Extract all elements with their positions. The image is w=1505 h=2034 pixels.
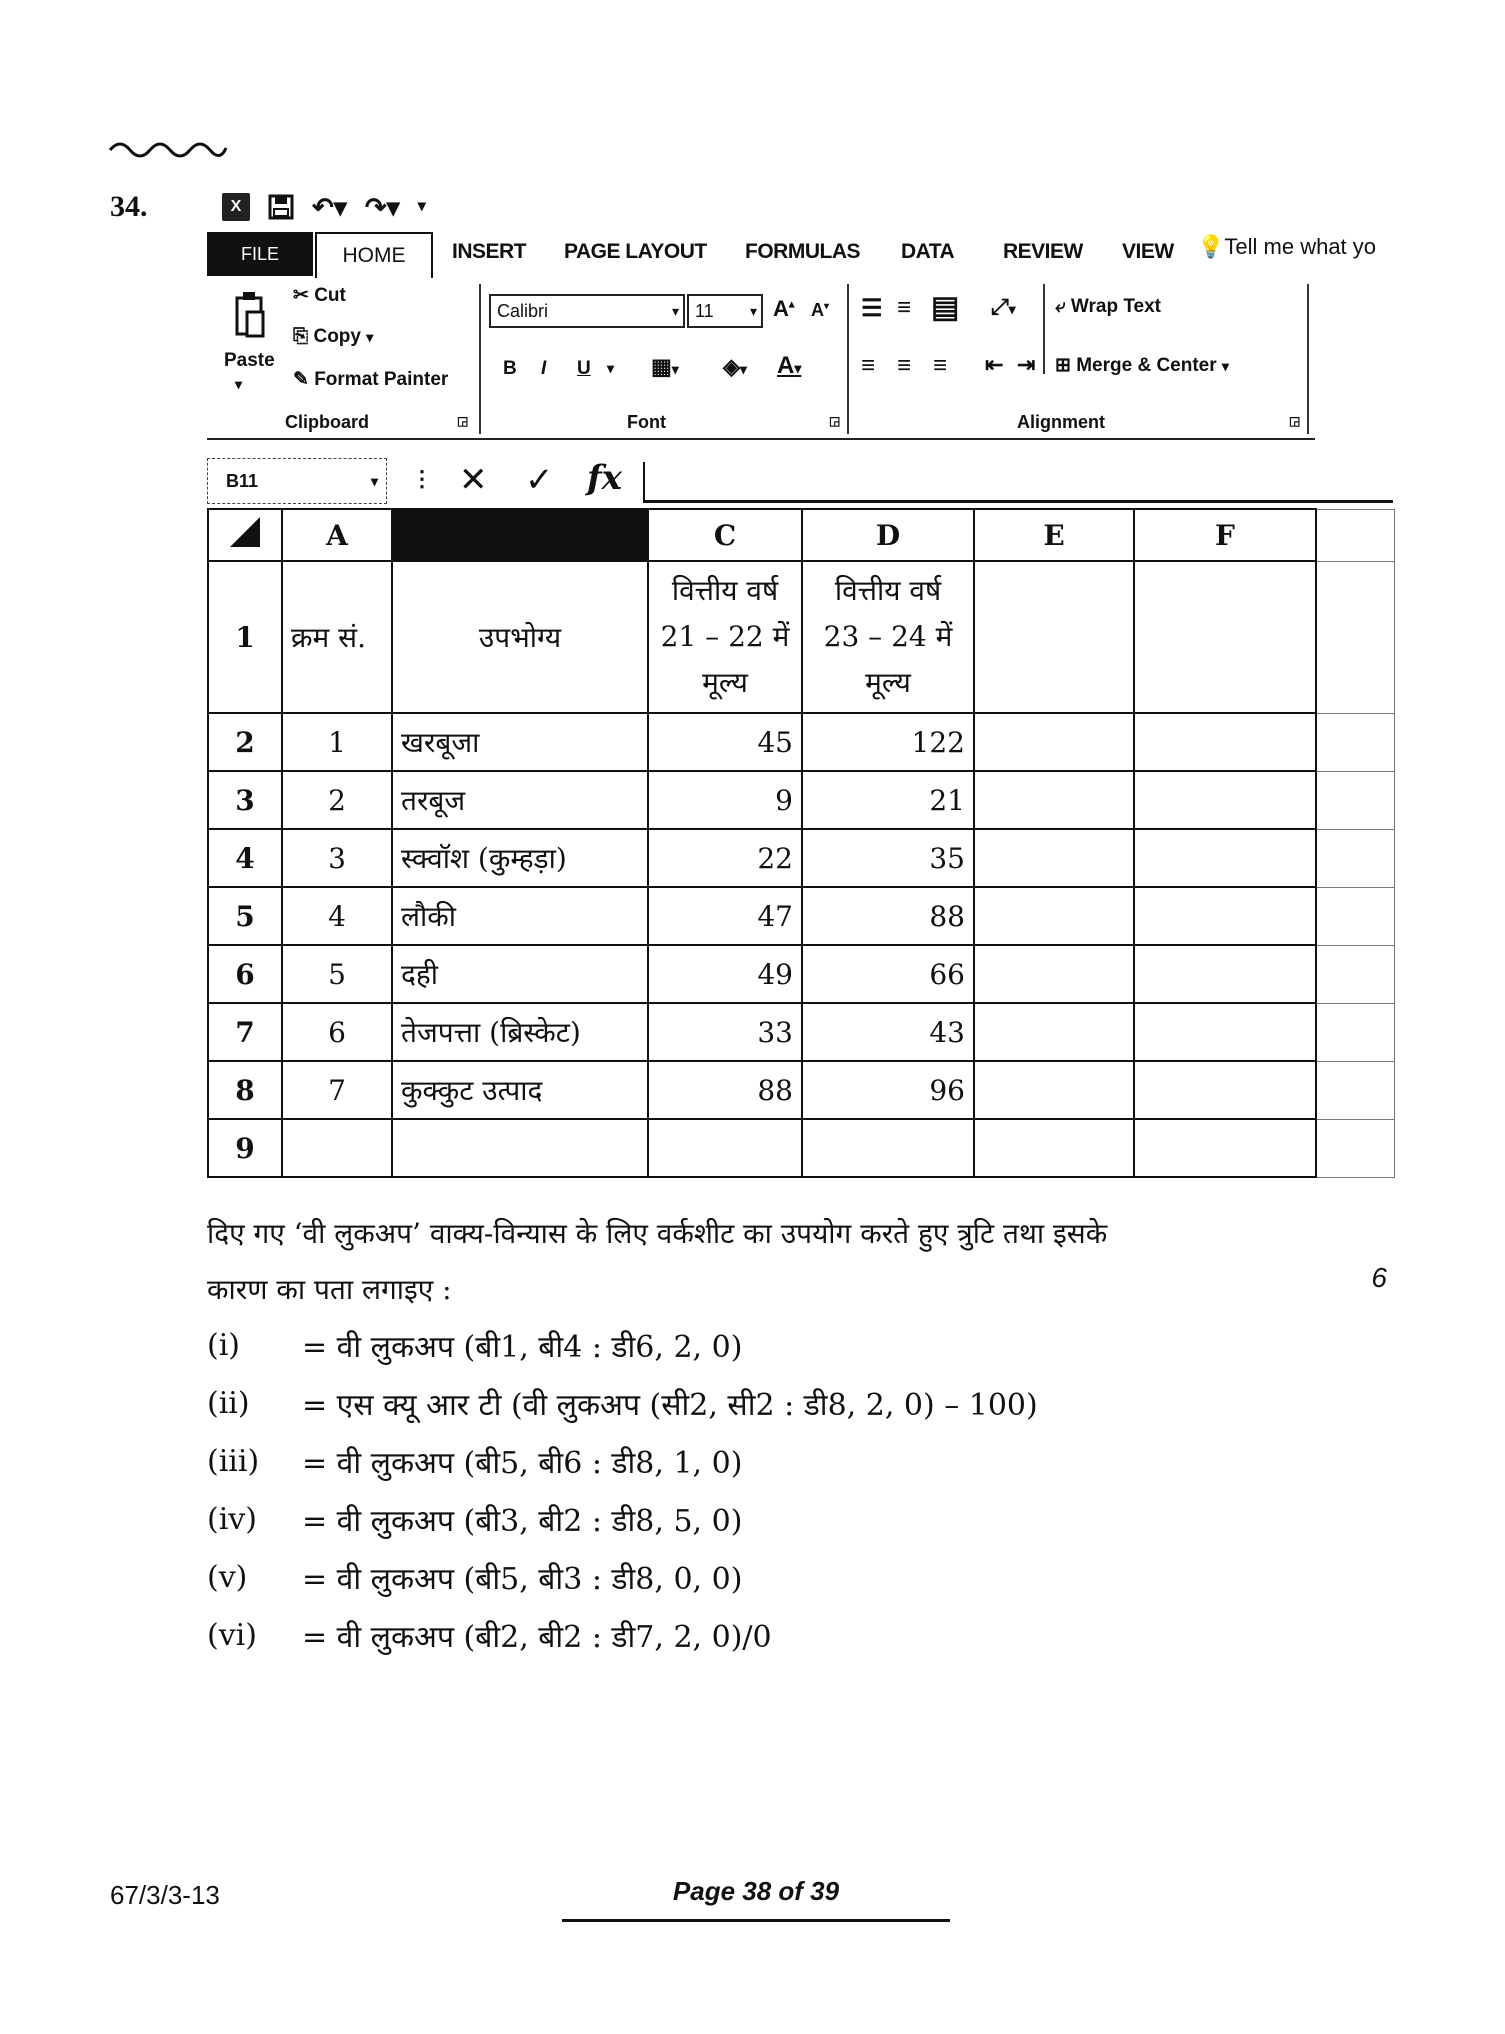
underline-dropdown-icon[interactable]: ▾ (607, 360, 615, 376)
font-family-select[interactable] (489, 294, 685, 328)
wrap-text-button[interactable] (1055, 296, 1161, 318)
decrease-indent-icon[interactable]: ⇤ (985, 352, 1004, 377)
column-header-row (208, 509, 1394, 561)
question-number: 34. (110, 190, 148, 223)
alignment-launcher-icon[interactable]: ◲ (1289, 414, 1301, 428)
cell-f[interactable] (1134, 1061, 1316, 1119)
cell-c[interactable]: 88 (648, 1061, 802, 1119)
ribbon-separator (1307, 284, 1309, 434)
option-label: (v) (207, 1559, 248, 1595)
table-row (208, 1003, 1394, 1061)
list-item (207, 1606, 1038, 1664)
insert-function-button[interactable]: fx (587, 458, 622, 498)
paste-icon[interactable] (233, 290, 267, 340)
table-row (208, 713, 1394, 771)
cell-g[interactable] (1316, 887, 1394, 945)
row-header[interactable]: 7 (208, 1003, 282, 1061)
more-options-icon[interactable]: ⋮ (411, 466, 433, 491)
format-painter-button[interactable] (293, 368, 448, 391)
cell-e1[interactable] (974, 561, 1134, 713)
table-row (208, 561, 1394, 713)
font-group-label: Font (627, 412, 666, 432)
merge-center-label: Merge & Center (1076, 355, 1217, 376)
cell-a[interactable]: 6 (282, 1003, 392, 1061)
cell-e[interactable] (974, 1003, 1134, 1061)
quick-access-toolbar (222, 190, 426, 224)
cell-c1[interactable] (648, 561, 802, 713)
bold-button[interactable]: B (503, 358, 517, 379)
align-top-icon[interactable]: ☰ (861, 295, 883, 322)
cell-c[interactable]: 45 (648, 713, 802, 771)
grow-font-icon[interactable]: A▴ (773, 296, 795, 321)
cell-a[interactable]: 5 (282, 945, 392, 1003)
font-color-icon[interactable]: A▾ (777, 352, 802, 379)
shrink-font-icon[interactable]: A▾ (811, 300, 830, 320)
align-bottom-icon[interactable]: ▤ (931, 291, 960, 324)
cell-c[interactable]: 33 (648, 1003, 802, 1061)
cell-b1[interactable]: उपभोग्य (392, 561, 648, 713)
column-header-a[interactable]: A (282, 509, 392, 561)
wrap-text-label: Wrap Text (1070, 296, 1162, 317)
table-row (208, 887, 1394, 945)
question-line: कारण का पता लगाइए : (207, 1273, 452, 1306)
tab-file[interactable]: FILE (207, 232, 313, 276)
column-header-g[interactable] (1316, 509, 1394, 561)
ribbon-tabs (207, 232, 1397, 276)
option-label: (ii) (207, 1385, 250, 1421)
tab-review[interactable]: REVIEW (1003, 240, 1083, 263)
save-icon[interactable] (268, 194, 294, 220)
merge-center-button[interactable]: ⊞ Merge & Center ▾ (1055, 355, 1229, 376)
cell-c[interactable]: 9 (648, 771, 802, 829)
clipboard-group-label: Clipboard (285, 412, 369, 432)
cell-a[interactable]: 2 (282, 771, 392, 829)
excel-logo-icon: X (222, 193, 250, 221)
paste-dropdown-icon[interactable]: ▾ (235, 376, 243, 392)
cell-e[interactable] (974, 1061, 1134, 1119)
align-left-icon[interactable]: ≡ (861, 352, 876, 379)
cell-a[interactable]: 3 (282, 829, 392, 887)
clipboard-launcher-icon[interactable]: ◲ (457, 414, 469, 428)
cell-f[interactable] (1134, 887, 1316, 945)
cell-g[interactable] (1316, 713, 1394, 771)
cell-d9[interactable] (802, 1119, 974, 1177)
align-right-icon[interactable]: ≡ (933, 352, 948, 379)
format-painter-label: Format Painter (314, 369, 449, 390)
table-row (208, 771, 1394, 829)
column-header-c[interactable]: C (648, 509, 802, 561)
cell-c[interactable]: 22 (648, 829, 802, 887)
cell-c[interactable]: 49 (648, 945, 802, 1003)
underline-button[interactable]: U (577, 358, 591, 379)
row-header[interactable]: 5 (208, 887, 282, 945)
ribbon-separator (479, 284, 481, 434)
cell-d[interactable]: 35 (802, 829, 974, 887)
orientation-icon[interactable]: ⤢▾ (991, 294, 1016, 319)
marks: 6 (1371, 1262, 1387, 1293)
align-middle-icon[interactable]: ≡ (897, 294, 912, 321)
option-formula: = वी लुकअप (बी5, बी3 : डी8, 0, 0) (302, 1561, 743, 1597)
option-formula: = वी लुकअप (बी1, बी4 : डी6, 2, 0) (302, 1329, 743, 1365)
list-item (207, 1374, 1038, 1432)
row-header[interactable]: 4 (208, 829, 282, 887)
cell-a[interactable]: 1 (282, 713, 392, 771)
table-row (208, 945, 1394, 1003)
cancel-icon[interactable]: ✕ (459, 461, 488, 499)
cell-c9[interactable] (648, 1119, 802, 1177)
cell-d[interactable]: 96 (802, 1061, 974, 1119)
cell-g1[interactable] (1316, 561, 1394, 713)
cell-b[interactable]: तेजपत्ता (ब्रिस्केट) (392, 1003, 648, 1061)
column-header-e[interactable]: E (974, 509, 1134, 561)
cell-d[interactable]: 43 (802, 1003, 974, 1061)
cell-f[interactable] (1134, 1003, 1316, 1061)
row-header[interactable]: 2 (208, 713, 282, 771)
cell-g9[interactable] (1316, 1119, 1394, 1177)
cell-e[interactable] (974, 887, 1134, 945)
tell-me-text: Tell me what yo (1224, 234, 1377, 259)
page-number: Page 38 of 39 (562, 1876, 950, 1922)
question-line: दिए गए ‘वी लुकअप’ वाक्य-विन्यास के लिए वर्कशीट का उपयोग करते हुए त्रुटि तथा इसके (207, 1217, 1108, 1250)
cell-g[interactable] (1316, 1003, 1394, 1061)
question-text (207, 1206, 1397, 1318)
cell-line: मूल्य (702, 666, 748, 699)
option-label: (iv) (207, 1501, 257, 1537)
cell-line: वित्तीय वर्ष (834, 574, 942, 607)
table-row (208, 829, 1394, 887)
cell-d[interactable]: 122 (802, 713, 974, 771)
cell-f[interactable] (1134, 771, 1316, 829)
align-center-icon[interactable]: ≡ (897, 352, 912, 379)
cell-f1[interactable] (1134, 561, 1316, 713)
column-header-b[interactable] (392, 509, 648, 561)
borders-icon[interactable]: ▦▾ (651, 354, 679, 379)
cell-line: मूल्य (865, 666, 911, 699)
cell-b[interactable]: दही (392, 945, 648, 1003)
cell-b[interactable]: स्क्वॉश (कुम्हड़ा) (392, 829, 648, 887)
font-launcher-icon[interactable]: ◲ (829, 414, 841, 428)
lightbulb-icon: 💡 (1197, 234, 1225, 259)
redo-icon[interactable]: ↷▾ (364, 192, 400, 222)
copy-button[interactable]: ⎘ Copy ▾ (293, 326, 374, 347)
cell-e9[interactable] (974, 1119, 1134, 1177)
cell-f[interactable] (1134, 713, 1316, 771)
fill-color-icon[interactable]: ◈▾ (723, 354, 747, 379)
cell-b[interactable]: तरबूज (392, 771, 648, 829)
cell-a9[interactable] (282, 1119, 392, 1177)
cell-g[interactable] (1316, 945, 1394, 1003)
increase-indent-icon[interactable]: ⇥ (1017, 352, 1036, 377)
cell-a1[interactable]: क्रम सं. (282, 561, 392, 713)
cell-line: 21 – 22 में (660, 620, 790, 653)
cell-line: वित्तीय वर्ष (671, 574, 779, 607)
formula-bar (207, 458, 1393, 506)
select-all-corner[interactable] (208, 509, 282, 561)
formula-divider (643, 462, 645, 502)
ribbon-separator (1043, 284, 1045, 374)
cell-e[interactable] (974, 945, 1134, 1003)
row-header[interactable]: 6 (208, 945, 282, 1003)
italic-button[interactable]: I (541, 358, 547, 379)
cell-b[interactable]: कुक्कुट उत्पाद (392, 1061, 648, 1119)
ribbon-separator (847, 284, 849, 434)
cell-a[interactable]: 4 (282, 887, 392, 945)
cell-f[interactable] (1134, 945, 1316, 1003)
tell-me-box[interactable] (1197, 234, 1376, 260)
cell-e[interactable] (974, 771, 1134, 829)
chevron-down-icon: ▾ (671, 302, 679, 319)
spreadsheet-grid (207, 508, 1395, 1178)
cell-f[interactable] (1134, 829, 1316, 887)
cell-d[interactable]: 66 (802, 945, 974, 1003)
customize-toolbar-icon[interactable]: ▾ (417, 198, 426, 215)
option-formula: = वी लुकअप (बी3, बी2 : डी8, 5, 0) (302, 1503, 743, 1539)
undo-icon[interactable]: ↶▾ (312, 192, 347, 222)
table-row (208, 1061, 1394, 1119)
cell-b9[interactable] (392, 1119, 648, 1177)
cell-g[interactable] (1316, 829, 1394, 887)
font-size-select[interactable] (687, 294, 763, 328)
option-formula: = वी लुकअप (बी2, बी2 : डी7, 2, 0)/0 (302, 1619, 772, 1655)
cell-d1[interactable] (802, 561, 974, 713)
scissors-icon: ✂ (293, 285, 309, 306)
paper-code: 67/3/3-13 (110, 1880, 220, 1910)
list-item (207, 1490, 1038, 1548)
cell-g[interactable] (1316, 771, 1394, 829)
tab-data[interactable]: DATA (901, 240, 955, 263)
wave-decoration (108, 136, 228, 162)
cell-b[interactable]: लौकी (392, 887, 648, 945)
option-formula: = वी लुकअप (बी5, बी6 : डी8, 1, 0) (302, 1445, 743, 1481)
cell-line: 23 – 24 में (823, 620, 953, 653)
cell-a[interactable]: 7 (282, 1061, 392, 1119)
alignment-group-label: Alignment (1017, 412, 1105, 432)
formula-input[interactable] (643, 500, 1393, 503)
cell-d[interactable]: 88 (802, 887, 974, 945)
list-item (207, 1316, 1038, 1374)
cell-e[interactable] (974, 713, 1134, 771)
cell-f9[interactable] (1134, 1119, 1316, 1177)
row-header[interactable]: 8 (208, 1061, 282, 1119)
font-size-value: 11 (695, 300, 714, 321)
merge-icon: ⊞ (1055, 355, 1071, 376)
font-family-value: Calibri (497, 300, 549, 321)
column-header-d[interactable]: D (802, 509, 974, 561)
row-header[interactable]: 1 (208, 561, 282, 713)
list-item (207, 1548, 1038, 1606)
tab-page-layout[interactable]: PAGE LAYOUT (564, 240, 707, 263)
tab-view[interactable]: VIEW (1122, 240, 1174, 263)
option-label: (iii) (207, 1443, 260, 1479)
list-item (207, 1432, 1038, 1490)
copy-label: Copy (313, 326, 361, 347)
paintbrush-icon: ✎ (293, 369, 309, 390)
cell-d[interactable]: 21 (802, 771, 974, 829)
paste-button[interactable]: Paste (224, 350, 275, 371)
cut-button[interactable] (293, 284, 346, 307)
row-header[interactable]: 3 (208, 771, 282, 829)
option-label: (i) (207, 1327, 241, 1363)
name-box-value: B11 (226, 470, 259, 491)
table-row (208, 1119, 1394, 1177)
cell-g[interactable] (1316, 1061, 1394, 1119)
option-label: (vi) (207, 1617, 257, 1653)
select-all-triangle-icon (228, 515, 262, 549)
row-header[interactable]: 9 (208, 1119, 282, 1177)
tab-insert[interactable]: INSERT (452, 240, 527, 263)
tab-formulas[interactable]: FORMULAS (745, 240, 860, 263)
wrap-text-icon: ⤶ (1055, 296, 1066, 317)
cut-label: Cut (314, 285, 346, 306)
tab-home[interactable]: HOME (315, 232, 433, 278)
ribbon-home (207, 276, 1315, 440)
enter-icon[interactable]: ✓ (525, 461, 554, 499)
copy-icon: ⎘ (293, 326, 309, 347)
cell-e[interactable] (974, 829, 1134, 887)
chevron-down-icon: ▾ (370, 472, 378, 489)
name-box[interactable] (207, 458, 387, 504)
option-formula: = एस क्यू आर टी (वी लुकअप (सी2, सी2 : डी8, 2, 0) – 100) (302, 1387, 1038, 1423)
cell-c[interactable]: 47 (648, 887, 802, 945)
cell-b[interactable]: खरबूजा (392, 713, 648, 771)
chevron-down-icon: ▾ (749, 302, 757, 319)
options-list (207, 1316, 1038, 1664)
column-header-f[interactable]: F (1134, 509, 1316, 561)
